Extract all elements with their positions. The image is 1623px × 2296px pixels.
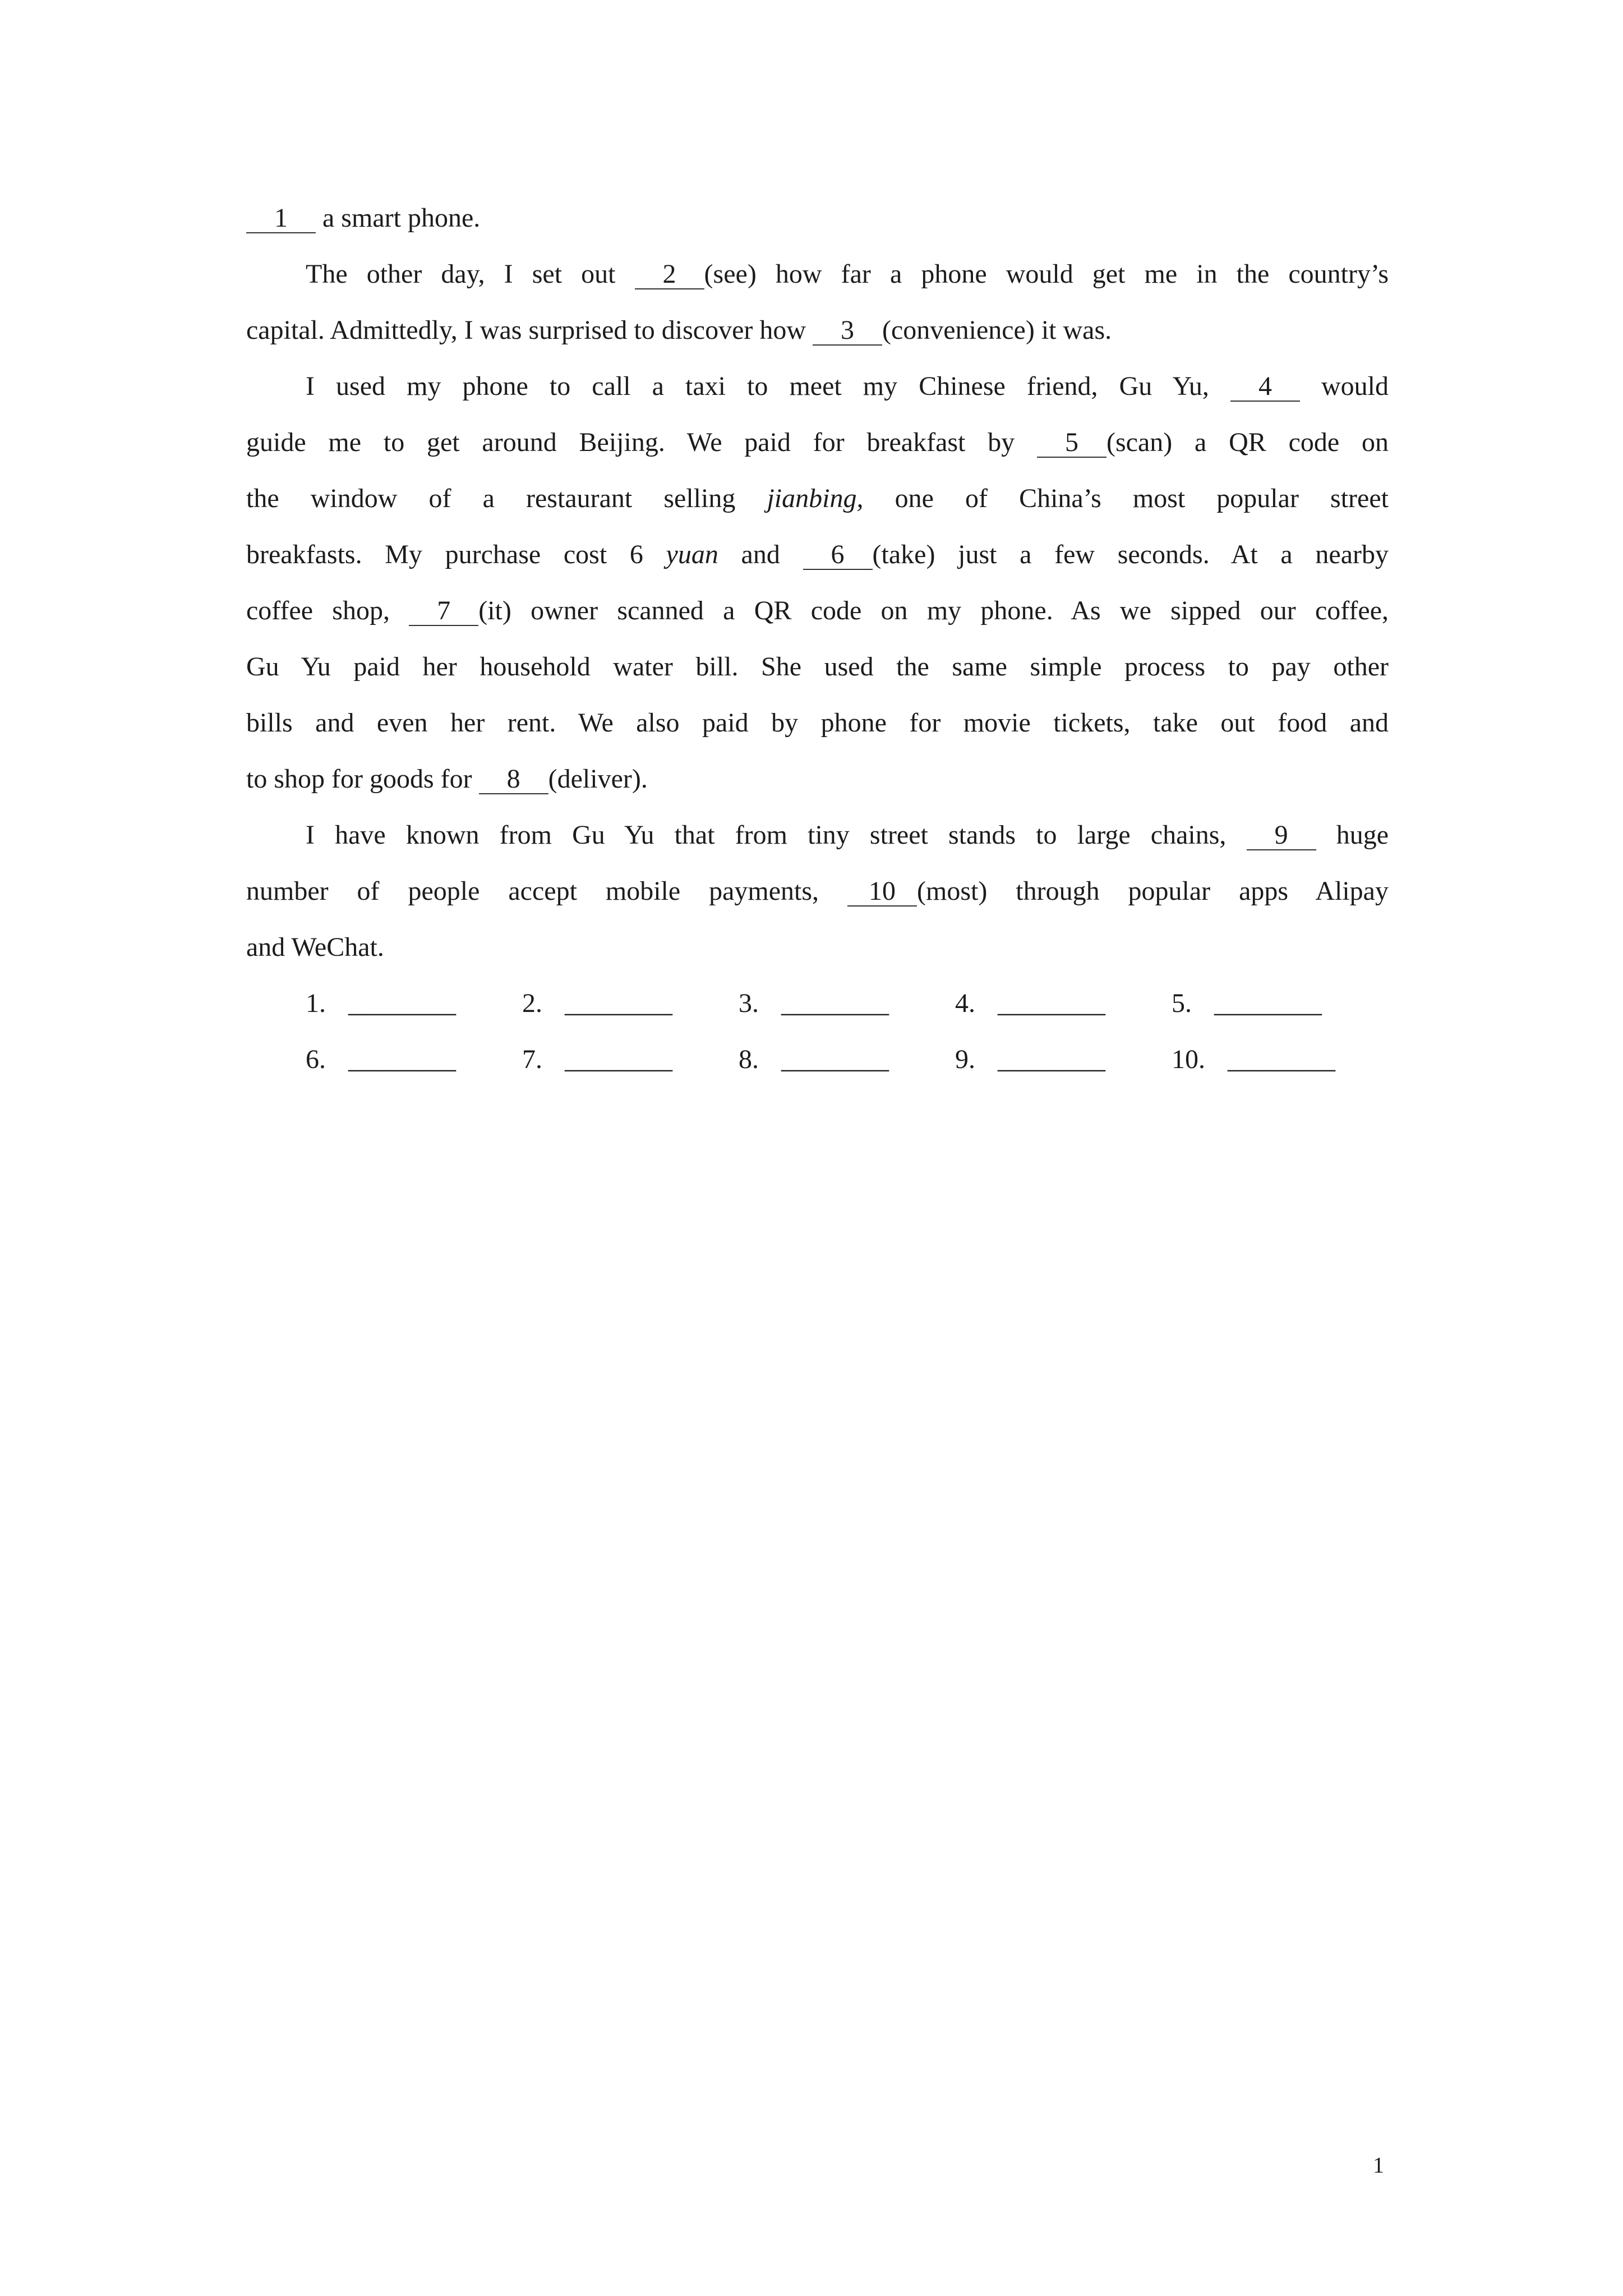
text-line — [246, 190, 1389, 246]
text-line — [246, 807, 1389, 863]
text-segment: bills and even her rent. We also paid by phone for movie tickets, take out food and — [246, 708, 1389, 738]
answer-item — [739, 1032, 955, 1088]
answer-blank: ________ — [998, 988, 1105, 1018]
text-line — [246, 471, 1389, 527]
answer-number: 2. — [522, 988, 542, 1018]
text-segment: breakfasts. My purchase cost 6 — [246, 540, 666, 569]
answer-number: 8. — [739, 1045, 759, 1074]
answer-number: 4. — [955, 988, 975, 1018]
answer-blank: ________ — [781, 988, 889, 1018]
text-segment: capital. Admittedly, I was surprised to discover how — [246, 315, 813, 345]
italic-term: yuan — [666, 540, 718, 569]
answer-blank: ________ — [348, 1045, 456, 1074]
passage-text — [246, 190, 1389, 976]
blank-7: 7 — [409, 597, 478, 626]
blank-4: 4 — [1230, 372, 1300, 402]
text-segment: and WeChat. — [246, 932, 384, 962]
text-line — [246, 246, 1389, 302]
answer-item — [1172, 976, 1388, 1032]
answer-number: 3. — [739, 988, 759, 1018]
blank-5: 5 — [1037, 429, 1106, 458]
text-line — [246, 751, 1389, 807]
blank-6: 6 — [803, 541, 873, 570]
answer-sheet — [246, 976, 1389, 1088]
passage — [246, 190, 1389, 1088]
answer-blank: ________ — [998, 1045, 1105, 1074]
text-segment: a smart phone. — [316, 203, 481, 233]
answer-row — [246, 1032, 1389, 1088]
answer-number: 10. — [1172, 1045, 1205, 1074]
text-segment: (most) through popular apps Alipay — [917, 876, 1389, 906]
text-line — [246, 919, 1389, 976]
answer-item — [306, 976, 522, 1032]
blank-3: 3 — [813, 316, 882, 346]
answer-blank: ________ — [1214, 988, 1322, 1018]
text-line — [246, 302, 1389, 358]
text-segment: the window of a restaurant selling — [246, 484, 767, 513]
answer-item — [522, 1032, 739, 1088]
text-segment: The other day, I set out — [306, 259, 635, 289]
blank-2: 2 — [635, 260, 704, 289]
blank-8: 8 — [479, 765, 548, 794]
answer-row — [246, 976, 1389, 1032]
text-segment: would — [1299, 371, 1389, 401]
text-line — [246, 415, 1389, 471]
text-segment: (it) owner scanned a QR code on my phone. As we sipped our coffee, — [478, 596, 1389, 625]
text-segment: I have known from Gu Yu that from tiny street stands to large chains, — [306, 820, 1247, 850]
answer-number: 7. — [522, 1045, 542, 1074]
answer-item — [955, 1032, 1172, 1088]
answer-item — [306, 1032, 522, 1088]
text-line — [246, 583, 1389, 639]
text-segment: (deliver). — [548, 764, 648, 794]
answer-number: 5. — [1172, 988, 1192, 1018]
answer-item — [955, 976, 1172, 1032]
text-segment: number of people accept mobile payments, — [246, 876, 847, 906]
text-segment: (convenience) it was. — [882, 315, 1112, 345]
answer-item — [739, 976, 955, 1032]
answer-number: 1. — [306, 988, 326, 1018]
paragraph — [246, 246, 1389, 358]
text-segment: guide me to get around Beijing. We paid for breakfast by — [246, 427, 1037, 457]
blank-9: 9 — [1247, 821, 1316, 850]
italic-term: jianbing, — [767, 484, 864, 513]
text-line — [246, 527, 1389, 583]
answer-blank: ________ — [348, 988, 456, 1018]
answer-number: 6. — [306, 1045, 326, 1074]
text-segment: (see) how far a phone would get me in the country’s — [704, 259, 1389, 289]
answer-number: 9. — [955, 1045, 975, 1074]
text-segment: Gu Yu paid her household water bill. She used the same simple process to pay other — [246, 652, 1389, 682]
text-segment: huge — [1316, 820, 1389, 850]
text-segment: I used my phone to call a taxi to meet my Chinese friend, Gu Yu, — [306, 371, 1230, 401]
blank-1: 1 — [246, 204, 316, 233]
paragraph — [246, 807, 1389, 976]
answer-blank: ________ — [565, 1045, 672, 1074]
text-segment: coffee shop, — [246, 596, 409, 625]
answer-item — [522, 976, 739, 1032]
answer-blank: ________ — [565, 988, 672, 1018]
text-segment: (take) just a few seconds. At a nearby — [872, 540, 1389, 569]
text-segment: (scan) a QR code on — [1106, 427, 1389, 457]
answer-blank: ________ — [1228, 1045, 1335, 1074]
text-line — [246, 639, 1389, 695]
answer-blank: ________ — [781, 1045, 889, 1074]
text-segment: to shop for goods for — [246, 764, 479, 794]
text-segment: one of China’s most popular street — [863, 484, 1389, 513]
text-segment: and — [718, 540, 803, 569]
paragraph — [246, 190, 1389, 246]
paragraph — [246, 358, 1389, 807]
text-line — [246, 863, 1389, 919]
page-number: 1 — [1373, 2152, 1384, 2178]
text-line — [246, 695, 1389, 751]
text-line — [246, 358, 1389, 415]
blank-10: 10 — [847, 877, 917, 907]
answer-item — [1172, 1032, 1388, 1088]
